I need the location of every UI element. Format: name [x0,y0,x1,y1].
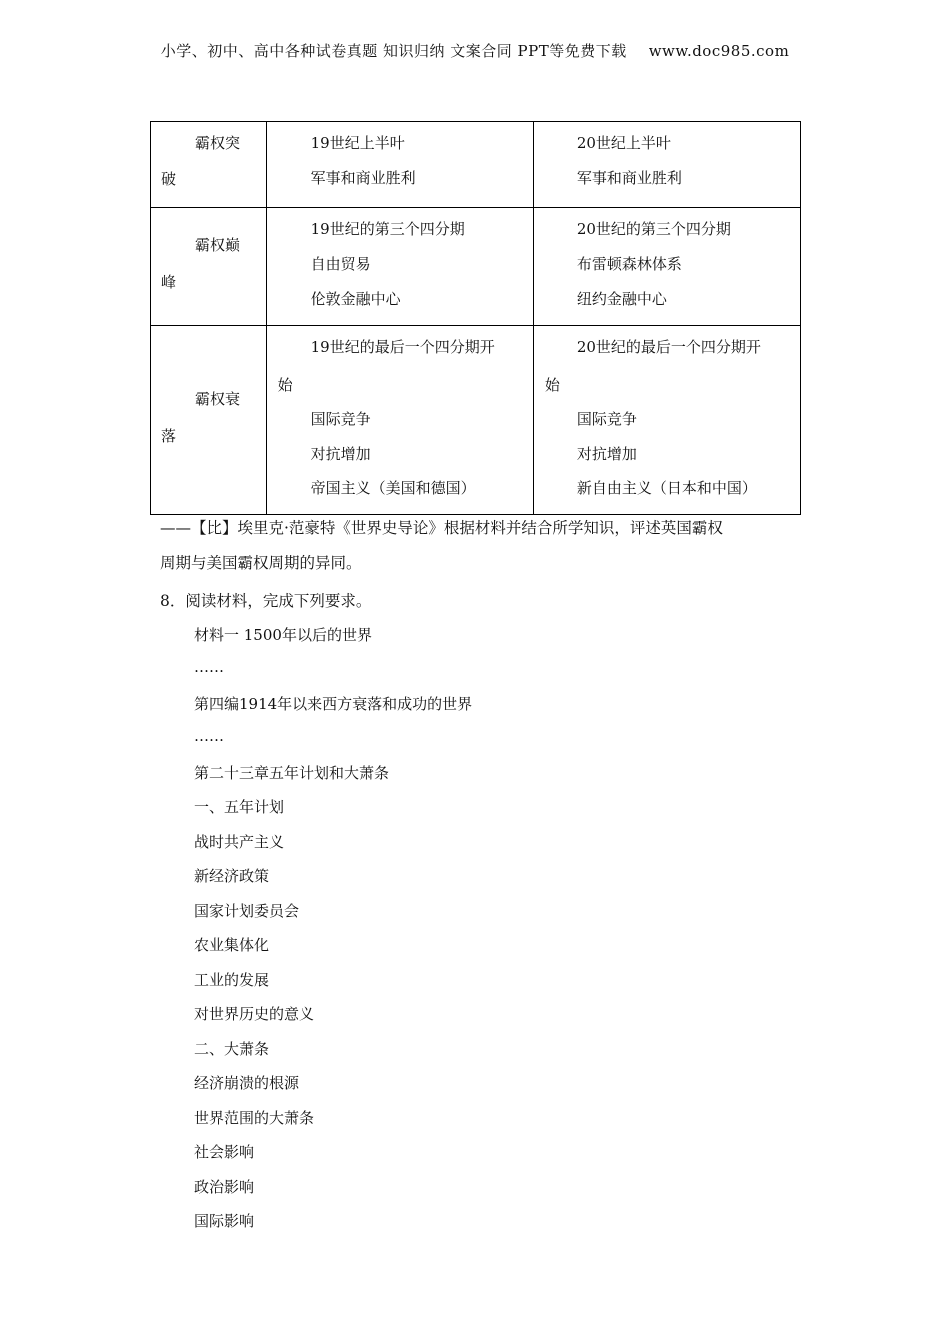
cell-line: 军事和商业胜利 [576,169,682,187]
cell-line: 军事和商业胜利 [310,169,416,187]
cell-line: 19世纪的第三个四分期 [310,220,465,238]
material-line: 第二十三章五年计划和大萧条 [194,764,390,782]
cell-line: 国际竞争 [310,410,371,428]
page-header [0,40,950,61]
material-line: 材料一 1500年以后的世界 [194,626,372,644]
cell-line: 国际竞争 [576,410,637,428]
source-citation: ——【比】埃里克·范豪特《世界史导论》根据材料并结合所学知识，评述英国霸权 [160,519,723,537]
cell-line: 对抗增加 [310,445,371,463]
material-line: 战时共产主义 [194,833,285,851]
cell-line: 19世纪的最后一个四分期开 [310,338,495,356]
material-line: 政治影响 [194,1178,255,1196]
row-label: 霸权突 [195,134,241,152]
cell-line: 新自由主义（日本和中国） [576,479,757,497]
question-8-title: 8．阅读材料，完成下列要求。 [160,592,372,610]
material-line: 二、大萧条 [194,1040,270,1058]
cell-line: 20世纪的第三个四分期 [576,220,731,238]
material-line: …… [194,727,224,745]
row-label-wrap: 破 [161,170,177,188]
material-line: 国际影响 [194,1212,255,1230]
material-line: …… [194,658,224,676]
material-line: 第四编1914年以来西方衰落和成功的世界 [194,695,473,713]
row-label-wrap: 落 [161,427,177,445]
cell-line: 19世纪上半叶 [310,134,405,152]
row-label-wrap: 峰 [161,273,177,291]
material-line: 经济崩溃的根源 [194,1074,300,1092]
cell-line: 帝国主义（美国和德国） [310,479,476,497]
material-line: 农业集体化 [194,936,270,954]
cell-line-wrap: 始 [544,376,560,394]
material-line: 社会影响 [194,1143,255,1161]
cell-line: 对抗增加 [576,445,637,463]
material-line: 国家计划委员会 [194,902,300,920]
cell-line-wrap: 始 [277,376,293,394]
cell-line: 伦敦金融中心 [310,290,401,308]
hegemony-comparison-table [150,121,801,515]
header-text: 小学、初中、高中各种试卷真题 知识归纳 文案合同 PPT等免费下载 [160,42,627,60]
cell-line: 20世纪上半叶 [576,134,671,152]
header-url[interactable]: www.doc985.com [648,42,790,60]
row-label: 霸权巅 [195,236,241,254]
cell-line: 20世纪的最后一个四分期开 [576,338,761,356]
cell-line: 自由贸易 [310,255,371,273]
material-line: 一、五年计划 [194,798,285,816]
cell-line: 布雷顿森林体系 [576,255,682,273]
cell-line: 纽约金融中心 [576,290,667,308]
material-line: 对世界历史的意义 [194,1005,315,1023]
row-label: 霸权衰 [195,390,241,408]
material-line: 世界范围的大萧条 [194,1109,315,1127]
table-row [151,208,801,326]
material-line: 新经济政策 [194,867,270,885]
table-row [151,326,801,515]
table-row [151,122,801,208]
question-7-prompt-cont: 周期与美国霸权周期的异同。 [160,554,362,572]
material-line: 工业的发展 [194,971,270,989]
